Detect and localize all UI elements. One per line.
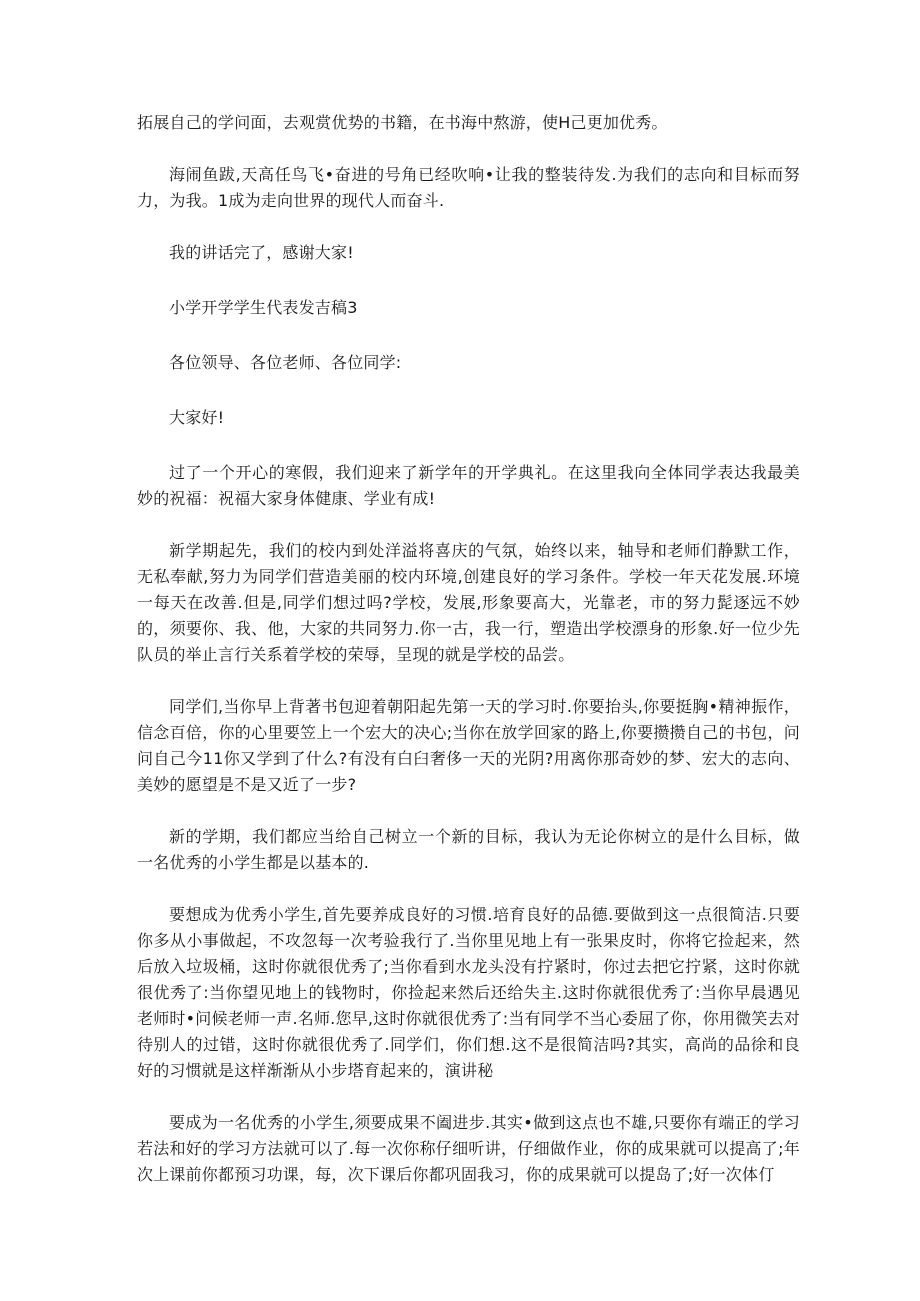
section-title: 小学开学学生代表发吉稿3 <box>169 298 358 317</box>
paragraph-salutation: 各位领导、各位老师、各位同学: <box>169 353 402 372</box>
paragraph-goals: 新的学期，我们都应当给自己树立一个新的目标，我认为无论你树立的是什么目标，做一名优秀的小学生都是以基本的. <box>137 827 800 872</box>
paragraph-closing-thanks: 我的讲话完了，感谢大家! <box>169 243 354 262</box>
paragraph-greeting: 大家好! <box>169 408 225 427</box>
paragraph-study: 要成为一名优秀的小学生,须要成果不阖进步.其实•做到这点也不雄,只要你有端正的学习若法和好的学习方法就可以了.每一次你称仔细听讲，仔细做作业，你的成果就可以提高了;年次上课前你都预习功课，每，次下课后你都巩固我习，你的成果就可以提岛了;好一次体仃 <box>137 1113 800 1184</box>
paragraph-habits: 要想成为优秀小学生,首先要养成良好的习惯.培育良好的品德.要做到这一点很简洁.只要你多从小事做起，不攻忽每一次考验我行了.当你里见地上有一张果皮时，你将它捡起来，然后放入垃圾桶，这时你就很优秀了;当你看到水龙头没有拧紧时，你过去把它拧紧，这时你就很优秀了:当你望见地上的钱物时，你捡起来然后还给失主.这时你就很优秀了:当你早晨遇见老师时•问候老师一声.名师.您早,这时你就很优秀了:当有同学不当心委屈了你，你用微笑去对待别人的过错，这时你就很优秀了.同学们，你们想.这不是很简洁吗?其实，高尚的品徐和良好的习惯就是这样渐渐从小步塔育起来的，演讲秘 <box>137 905 800 1080</box>
paragraph-opening: 过了一个开心的寒假，我们迎来了新学年的开学典礼。在这里我向全体同学表达我最美妙的祝福：祝福大家身体健康、学业有成! <box>137 463 800 508</box>
paragraph-continuation: 拓展自己的学问面，去观赏优势的书籍，在书海中熬游，使H己更加优秀。 <box>137 113 668 132</box>
paragraph-aspiration: 海闹鱼跋,天高任鸟飞•奋进的号角已经吹响•让我的整装待发.为我们的志向和目标而努力，为我。1成为走向世界的现代人而奋斗. <box>137 165 800 210</box>
paragraph-students: 同学们,当你早上背著书包迎着朝阳起先第一天的学习时.你要抬头,你要挺胸•精神振作，信念百倍，你的心里要笠上一个宏大的决心;当你在放学回家的路上,你要攒攒自己的书包，问问自己今11你又学到了什么?有没有白臼奢侈一天的光阴?用离你那奇妙的梦、宏大的志向、美妙的愿望是不是又近了一步? <box>137 697 800 794</box>
paragraph-new-semester: 新学期起先，我们的校内到处洋溢将喜庆的气氛，始终以来，轴导和老师们静默工作，无私奉献,努力为同学们营造美丽的校内环境,创建良好的学习条件。学校一年天花发展.环境一每天在改善.但是,同学们想过吗?学校，发展,形象要高大，光靠老，市的努力髭逐远不妙的，须要你、我、他，大家的共同努力.你一古，我一行，塑造出学校漂身的形象.好一位少先队员的举止言行关系着学校的荣辱，呈现的就是学校的品尝。 <box>137 541 800 664</box>
